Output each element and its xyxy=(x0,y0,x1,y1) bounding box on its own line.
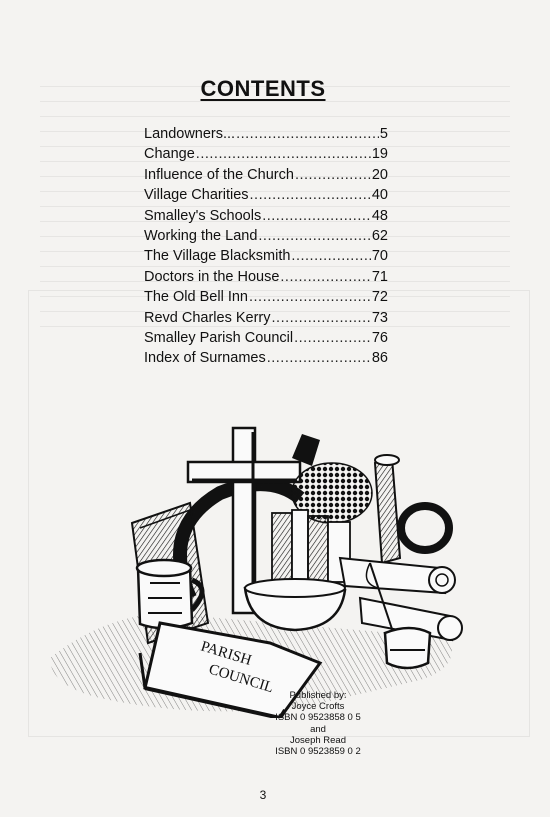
book-label-line2: COUNCIL xyxy=(206,661,276,697)
toc-entry-title: The Old Bell Inn xyxy=(144,289,248,306)
toc-leader-dots xyxy=(291,248,370,264)
publisher-and: and xyxy=(310,723,326,735)
publisher-name-2: Joseph Read xyxy=(290,734,346,746)
toc-entry-title: Change xyxy=(144,146,195,163)
toc-entry xyxy=(144,126,388,146)
publisher-heading: Published by: xyxy=(289,690,347,701)
toc-entry-title: Revd Charles Kerry xyxy=(144,309,271,326)
toc-entry-page: 73 xyxy=(371,309,388,326)
toc-entry xyxy=(144,228,388,248)
toc-leader-dots xyxy=(272,310,371,326)
toc-entry xyxy=(144,289,388,309)
toc-entry xyxy=(144,269,388,289)
toc-entry-page: 19 xyxy=(371,146,388,163)
toc-entry-page: 20 xyxy=(371,166,388,183)
publisher-info xyxy=(258,690,378,757)
toc-leader-dots xyxy=(258,228,370,244)
toc-entry xyxy=(144,310,388,330)
publisher-isbn-1: ISBN 0 9523858 0 5 xyxy=(275,712,361,724)
toc-entry-page: 5 xyxy=(379,126,388,142)
toc-entry-title: Index of Surnames xyxy=(144,350,266,367)
toc-leader-dots xyxy=(262,208,371,224)
toc-entry-title: Landowners... xyxy=(144,126,236,142)
toc-entry-page: 70 xyxy=(371,248,388,265)
village-life-illustration xyxy=(40,418,490,718)
toc-entry-page: 48 xyxy=(371,207,388,224)
toc-entry-title: Smalley's Schools xyxy=(144,207,262,224)
contents-title: CONTENTS xyxy=(200,76,326,101)
toc-entry-title: Doctors in the House xyxy=(144,268,280,285)
toc-leader-dots xyxy=(267,350,371,366)
toc-entry xyxy=(144,187,388,207)
toc-entry-page: 86 xyxy=(371,350,388,367)
publisher-isbn-2: ISBN 0 9523859 0 2 xyxy=(275,746,361,758)
toc-leader-dots xyxy=(295,167,371,183)
publisher-name-1: Joyce Crofts xyxy=(291,701,345,713)
toc-entry xyxy=(144,146,388,166)
toc-leader-dots xyxy=(236,126,379,142)
toc-entry xyxy=(144,208,388,228)
toc-leader-dots xyxy=(249,289,371,305)
toc-entry-title: Village Charities xyxy=(144,187,249,204)
book-label-line1: PARISH xyxy=(198,638,254,670)
toc-entry xyxy=(144,350,388,370)
toc-entry-page: 71 xyxy=(371,268,388,285)
toc-entry-title: Influence of the Church xyxy=(144,166,294,183)
page-number: 3 xyxy=(259,788,267,802)
toc-entry-title: The Village Blacksmith xyxy=(144,248,291,265)
toc-entry-page: 40 xyxy=(371,187,388,204)
toc-leader-dots xyxy=(294,330,371,346)
table-of-contents xyxy=(144,126,388,371)
toc-entry xyxy=(144,167,388,187)
toc-entry-title: Smalley Parish Council xyxy=(144,329,294,346)
toc-entry-title: Working the Land xyxy=(144,227,258,244)
toc-leader-dots xyxy=(196,146,371,162)
toc-entry-page: 76 xyxy=(371,329,388,346)
toc-entry-page: 62 xyxy=(371,227,388,244)
toc-entry xyxy=(144,330,388,350)
toc-leader-dots xyxy=(280,269,370,285)
toc-entry xyxy=(144,248,388,268)
toc-leader-dots xyxy=(250,187,371,203)
toc-entry-page: 72 xyxy=(371,289,388,306)
